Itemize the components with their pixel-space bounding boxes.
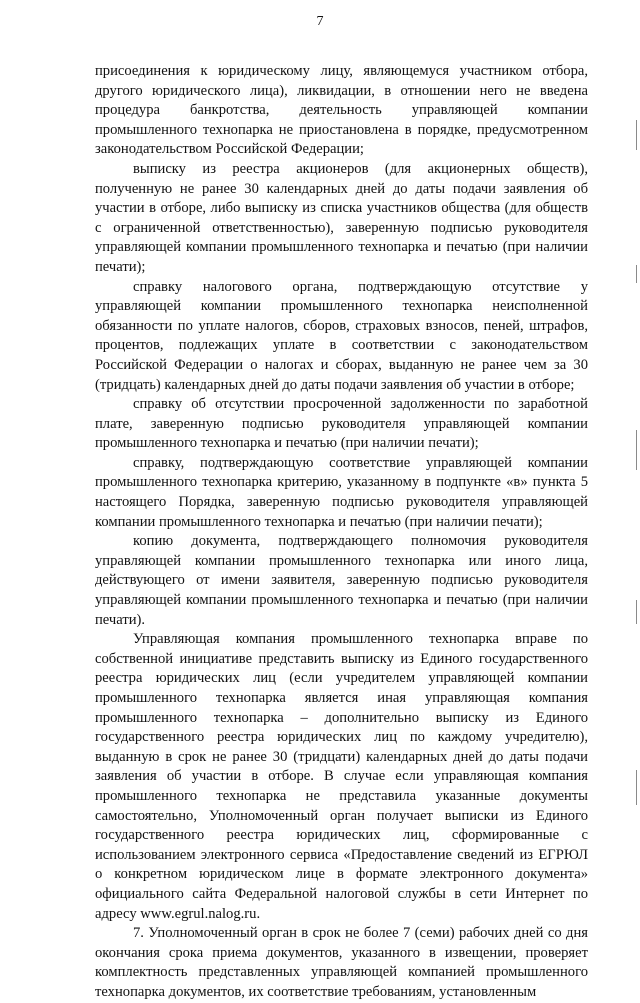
- scan-edge-mark: [636, 430, 637, 470]
- paragraph-egrul-extract: Управляющая компания промышленного технопарка вправе по собственной инициативе представить выписку из Единого государственного реестра юридических лиц (если учредителем управляющей компании промышленного технопарка является иная управляющая компания промышленного технопарка – дополнительно выписку из Единого государственного реестра юридических лиц по каждому учредителю), выданную в срок не ранее 30 (тридцати) календарных дней до даты подачи заявления об участии в отборе. В случае если управляющая компания промышленного технопарка не представила указанные документы самостоятельно, Уполномоченный орган получает выписки из Единого государственного реестра юридических лиц, сформированные с использованием электронного сервиса «Предоставление сведений из ЕГРЮЛ о конкретном юридическом лице в формате электронного документа» официального сайта Федеральной налоговой службы в сети Интернет по адресу www.egrul.nalog.ru.: [95, 631, 588, 922]
- scan-edge-mark: [636, 265, 637, 283]
- scan-edge-mark: [636, 600, 637, 624]
- paragraph-tax-certificate: справку налогового органа, подтверждающую отсутствие у управляющей компании промышленного технопарка неисполненной обязанности по уплате налогов, сборов, страховых взносов, пеней, штрафов, процентов, подлежащих уплате в соответствии с законодательством Российской Федерации о налогах и сборах, выданную не ранее чем за 30 (тридцать) календарных дней до даты подачи заявления об участии в отборе;: [95, 278, 588, 393]
- scan-edge-mark: [636, 770, 637, 805]
- paragraph-criterion-certificate: справку, подтверждающую соответствие управляющей компании промышленного технопарка критерию, указанному в подпункте «в» пункта 5 настоящего Порядка, заверенную подписью руководителя управляющей компании промышленного технопарка и печатью (при наличии печати);: [95, 454, 588, 530]
- paragraph-salary-debt-certificate: справку об отсутствии просроченной задолженности по заработной плате, заверенную подписью руководителя управляющей компании промышленного технопарка и печатью (при наличии печати);: [95, 396, 588, 452]
- scan-edge-mark: [636, 120, 637, 150]
- paragraph-authority-document-copy: копию документа, подтверждающего полномочия руководителя управляющей компании промышленного технопарка или иного лица, действующего от имени заявителя, заверенную подписью руководителя управляющей компании промышленного технопарка и печатью (при наличии печати).: [95, 533, 588, 628]
- paragraph-shareholder-register-extract: выписку из реестра акционеров (для акционерных обществ), полученную не ранее 30 календарных дней до даты подачи заявления об участии в отборе, либо выписку из списка участников общества (для обществ с ограниченной ответственностью), заверенную подписью руководителя управляющей компании промышленного технопарка и печатью (при наличии печати);: [95, 160, 588, 275]
- document-body: [95, 62, 588, 1003]
- paragraph-continuation: присоединения к юридическому лицу, являющемуся участником отбора, другого юридического лица), ликвидации, в отношении него не введена процедура банкротства, деятельность управляющей компании промышленного технопарка не приостановлена в порядке, предусмотренном законодательством Российской Федерации;: [95, 63, 588, 158]
- page-number: 7: [316, 14, 324, 29]
- paragraph-point-7: 7. Уполномоченный орган в срок не более 7 (семи) рабочих дней со дня окончания срока приема документов, указанного в извещении, проверяет комплектность представленных управляющей компанией промышленного технопарка документов, их соответствие требованиям, установленным: [95, 925, 588, 1000]
